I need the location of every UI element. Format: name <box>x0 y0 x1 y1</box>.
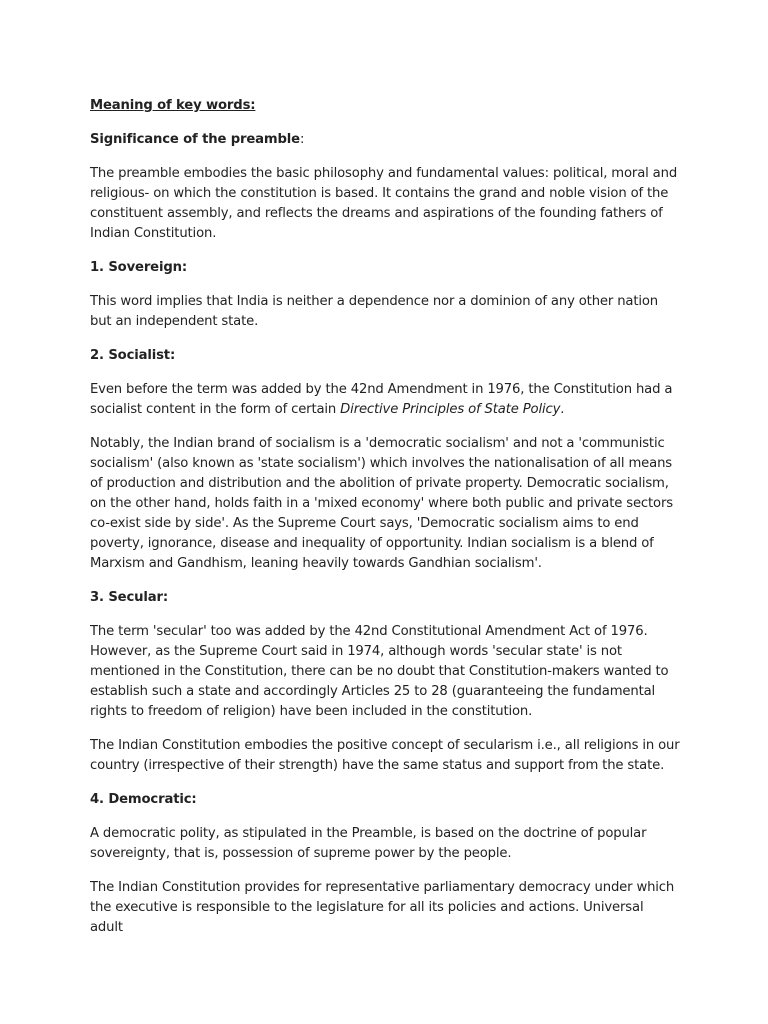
document-title: Meaning of key words: <box>90 98 256 113</box>
democratic-paragraph-2: The Indian Constitution provides for representative parliamentary democracy under which the executive is responsible to the legislature for all its policies and actions. Universal adult <box>90 880 675 935</box>
secular-heading: 3. Secular: <box>90 590 168 605</box>
socialist-paragraph-1-end: . <box>560 402 565 417</box>
document-page <box>90 96 680 952</box>
sovereign-heading: 1. Sovereign: <box>90 260 187 275</box>
sovereign-paragraph: This word implies that India is neither a dependence nor a dominion of any other nation but an independent state. <box>90 294 658 329</box>
socialist-paragraph-1-text: Even before the term was added by the 42nd Amendment in 1976, the Constitution had a socialist content in the form of certain <box>90 382 673 417</box>
socialist-paragraph-1 <box>90 380 680 420</box>
socialist-heading: 2. Socialist: <box>90 348 176 363</box>
significance-paragraph: The preamble embodies the basic philosophy and fundamental values: political, moral and religious- on which the constitution is based. It contains the grand and noble vision of the constituent assembly, and reflects the dreams and aspirations of the founding fathers of Indian Constitution. <box>90 166 678 241</box>
democratic-paragraph-1: A democratic polity, as stipulated in the Preamble, is based on the doctrine of popular sovereignty, that is, possession of supreme power by the people. <box>90 826 647 861</box>
secular-paragraph-2: The Indian Constitution embodies the positive concept of secularism i.e., all religions in our country (irrespective of their strength) have the same status and support from the state. <box>90 738 680 773</box>
significance-heading-colon: : <box>299 132 305 147</box>
directive-principles-italic: Directive Principles of State Policy <box>340 402 561 417</box>
secular-paragraph-1: The term 'secular' too was added by the 42nd Constitutional Amendment Act of 1976. However, as the Supreme Court said in 1974, although words 'secular state' is not mentioned in the Constitution, there can be no doubt that Constitution-makers wanted to establish such a state and accordingly Articles 25 to 28 (guaranteeing the fundamental rights to freedom of religion) have been included in the constitution. <box>90 624 669 719</box>
significance-heading <box>90 130 680 150</box>
democratic-heading: 4. Democratic: <box>90 792 197 807</box>
socialist-paragraph-2: Notably, the Indian brand of socialism is a 'democratic socialism' and not a 'communistic socialism' (also known as 'state socialism') which involves the nationalisation of all means of production and distribution and the abolition of private property. Democratic socialism, on the other hand, holds faith in a 'mixed economy' where both public and private sectors co-exist side by side'. As the Supreme Court says, 'Democratic socialism aims to end poverty, ignorance, disease and inequality of opportunity. Indian socialism is a blend of Marxism and Gandhism, leaning heavily towards Gandhian socialism'. <box>90 436 673 571</box>
significance-heading-text: Significance of the preamble <box>90 132 300 147</box>
